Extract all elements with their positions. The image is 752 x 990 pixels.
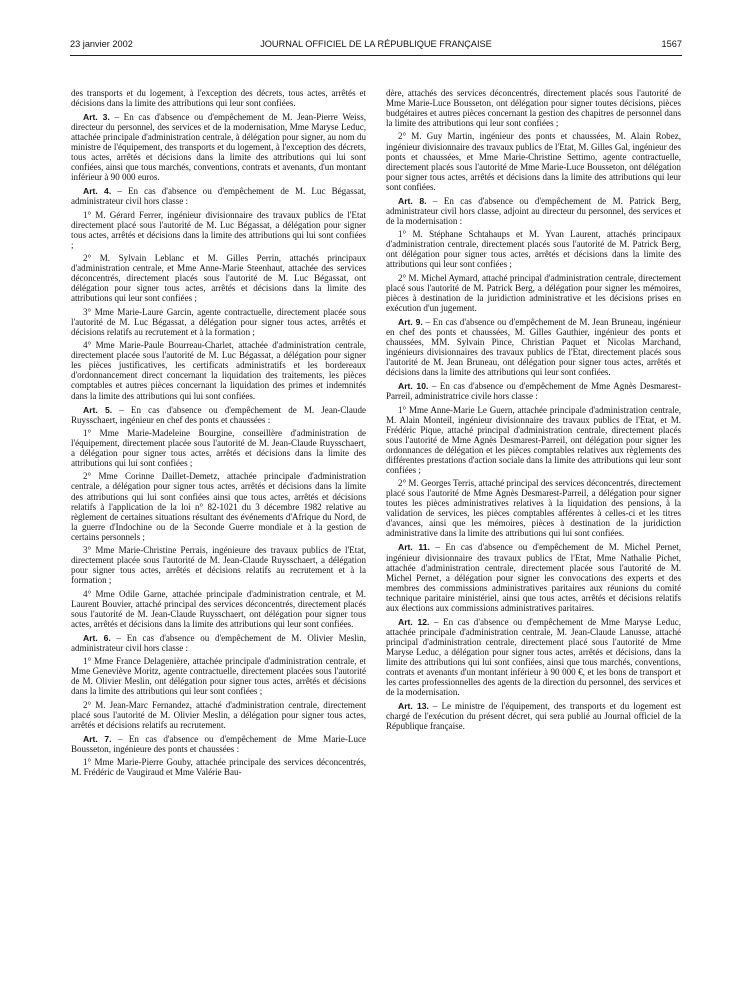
header-date: 23 janvier 2002 bbox=[70, 39, 133, 49]
header-rule bbox=[70, 55, 682, 56]
body-paragraph bbox=[71, 589, 366, 629]
journal-title: JOURNAL OFFICIEL DE LA RÉPUBLIQUE FRANÇAISE bbox=[260, 39, 492, 49]
paragraph-text: – En cas d'absence ou d'empêchement de M. Patrick Berg, administrateur civil hors classe, adjoint au directeur du personnel, des services et de la modernisation : bbox=[386, 195, 681, 226]
paragraph-text: – En cas d'absence ou d'empêchement de Mme Agnès Desmarest-Parreil, administratrice civile hors classe : bbox=[386, 381, 681, 402]
article-paragraph bbox=[71, 112, 366, 182]
paragraph-text: 3° Mme Marie-Christine Perrais, ingénieure des travaux publics de l'Etat, directement placée sous l'autorité de M. Jean-Claude Ruysschaert, a délégation pour signer tous actes, arrêtés et décisions relatifs au recrutement et à la formation ; bbox=[71, 545, 366, 586]
paragraph-text: – En cas d'absence ou d'empêchement de M. Michel Pernet, ingénieur divisionnaire des travaux publics de l'Etat, Mme Nathalie Pichet, attachée d'administration centrale, directement placée sous l'autorité de M. Michel Pernet, a délégation pour signer les convocations des experts et des membres des commissions administratives paritaires aux réunions du comité technique paritaire ministériel, ainsi que tous actes, arrêtés et décisions relatifs aux élections aux commissions administratives paritaires. bbox=[386, 542, 681, 613]
article-label: Art. 4. bbox=[83, 186, 112, 197]
body-paragraph bbox=[386, 273, 681, 313]
article-label: Art. 12. bbox=[398, 616, 430, 627]
paragraph-text: 2° M. Sylvain Leblanc et M. Gilles Perrin, attachés principaux d'administration centrale, et Mme Anne-Marie Steenhaut, attachée des services déconcentrés, directement placés sous l'autorité de M. Luc Bégassat, ont délégation pour signer tous actes, arrêtés et décisions dans la limite des attributions qui leur sont confiées ; bbox=[71, 253, 366, 304]
article-paragraph bbox=[71, 734, 366, 754]
paragraph-text: – En cas d'absence ou d'empêchement de M. Jean Bruneau, ingénieur en chef des ponts et chaussées, M. Gilles Gauthier, ingénieur des ponts et chaussées, MM. Sylvain Pince, Christian Paquet et Nicolas Marchand, ingénieurs divisionnaires des travaux publics de l'Etat, directement placés sous l'autorité de M. Jean Bruneau, ont délégation pour signer tous actes, arrêtés et décisions dans la limite des attributions qui leur sont confiées. bbox=[386, 316, 681, 378]
body-paragraph bbox=[71, 307, 366, 337]
paragraph-text: des transports et du logement, à l'exception des décrets, tous actes, arrêtés et décisions dans la limite des attributions qui leur sont confiées. bbox=[71, 88, 366, 109]
page-header bbox=[70, 39, 682, 53]
body-paragraph bbox=[386, 88, 681, 128]
paragraph-text: – En cas d'absence ou d'empêchement de M. Jean-Claude Ruysschaert, ingénieur en chef des ponts et chaussées : bbox=[71, 404, 366, 425]
body-paragraph bbox=[71, 210, 366, 250]
article-label: Art. 5. bbox=[83, 404, 113, 415]
article-label: Art. 10. bbox=[398, 381, 429, 392]
body-paragraph bbox=[71, 656, 366, 696]
article-label: Art. 11. bbox=[398, 542, 430, 553]
article-paragraph bbox=[71, 405, 366, 425]
paragraph-text: 2° M. Michel Aymard, attaché principal d'administration centrale, directement placé sous l'autorité de M. Patrick Berg, a délégation pour signer les mémoires, pièces à destination de la juridiction administrative et les décisions prises en exécution d'un jugement. bbox=[386, 272, 681, 313]
body-paragraph bbox=[71, 88, 366, 108]
paragraph-text: – En cas d'absence ou d'empêchement de M. Olivier Meslin, administrateur civil hors classe : bbox=[71, 632, 366, 653]
article-paragraph bbox=[71, 186, 366, 206]
article-paragraph bbox=[386, 701, 681, 731]
paragraph-text: – Le ministre de l'équipement, des transports et du logement est chargé de l'exécution du présent décret, qui sera publié au Journal officiel de la République française. bbox=[386, 701, 681, 732]
article-label: Art. 3. bbox=[83, 112, 110, 123]
paragraph-text: 1° M. Stéphane Schtahaups et M. Yvan Laurent, attachés principaux d'administration centrale, directement placés sous l'autorité de M. Patrick Berg, ont délégation pour signer tous actes, arrêtés et décisions dans la limite des attributions qui leur sont confiées ; bbox=[386, 229, 681, 270]
paragraph-text: 2° M. Guy Martin, ingénieur des ponts et chaussées, M. Alain Robez, ingénieur divisionnaire des travaux publics de l'Etat, M. Gilles Gal, ingénieur des ponts et chaussées, et Mme Marie-Christine Settimo, agente contractuelle, directement placés sous l'autorité de Mme Marie-Luce Bousseton, ont délégation pour signer tous actes, arrêtés et décisions dans la limite des attributions qui leur sont confiées. bbox=[386, 131, 681, 192]
body-paragraph bbox=[71, 340, 366, 400]
article-paragraph bbox=[71, 633, 366, 653]
paragraph-text: – En cas d'absence ou d'empêchement de Mme Marie-Luce Bousseton, ingénieure des ponts et chaussées : bbox=[71, 733, 366, 754]
body-paragraph bbox=[386, 478, 681, 538]
paragraph-text: 1° Mme Marie-Madeleine Bourgine, conseillère d'administration de l'équipement, directement placée sous l'autorité de M. Jean-Claude Ruysschaert, a délégation pour signer tous actes, arrêtés et décisions dans la limite des attributions qui lui sont confiées ; bbox=[71, 427, 366, 469]
article-label: Art. 7. bbox=[83, 733, 112, 744]
paragraph-text: 2° M. Georges Terris, attaché principal des services déconcentrés, directement placé sous l'autorité de Mme Agnès Desmarest-Parreil, a délégation pour signer toutes les pièces administratives relatives à la liquidation des pensions, à la validation de services, les pièces comptables afférentes à celles-ci et les titres d'avances, ainsi que les mémoires, pièces à destination de la juridiction administrative dans la limite des attributions qui lui sont confiées. bbox=[386, 478, 681, 539]
paragraph-text: 1° M. Gérard Ferrer, ingénieur divisionnaire des travaux publics de l'Etat directement placé sous l'autorité de M. Luc Bégassat, a délégation pour signer tous actes, arrêtés et décisions dans la limite des attributions qui lui sont confiées ; bbox=[71, 209, 366, 250]
paragraph-text: 1° Mme Marie-Pierre Gouby, attachée principale des services déconcentrés, M. Frédéric de Vaugiraud et Mme Valérie Bau- bbox=[71, 757, 366, 778]
paragraph-text: 1° Mme France Delagenière, attachée principale d'administration centrale, et Mme Geneviève Moritz, agente contractuelle, directement placées sous l'autorité de M. Olivier Meslin, ont délégation pour signer tous actes, arrêtés et décisions dans la limite des attributions qui leur sont confiées ; bbox=[71, 656, 366, 697]
body-paragraph bbox=[71, 428, 366, 468]
article-paragraph bbox=[386, 196, 681, 226]
paragraph-text: – En cas d'absence ou d'empêchement de Mme Maryse Leduc, attachée principale d'administration centrale, M. Jean-Claude Lanusse, attaché principal d'administration centrale, directement placé sous l'autorité de Mme Maryse Leduc, a délégation pour signer tous actes, arrêtés et décisions, dans la limite des attributions qui lui sont confiées, ainsi que tous marchés, conventions, contrats et avenants d'un montant inférieur à 90 000 €, et les bons de transport et les cartes professionnelles des agents de la direction du personnel, des services et de la modernisation. bbox=[386, 616, 681, 698]
body-paragraph bbox=[71, 253, 366, 303]
body-paragraph bbox=[71, 545, 366, 585]
article-paragraph bbox=[386, 617, 681, 697]
article-paragraph bbox=[386, 542, 681, 612]
paragraph-text: 1° Mme Anne-Marie Le Guern, attachée principale d'administration centrale, M. Alain Monteil, ingénieur divisionnaire des travaux publics de l'Etat, et M. Frédéric Pique, attaché principal d'administration centrale, directement placés sous l'autorité de Mme Agnès Desmarest-Parreil, ont délégation pour signer les ordonnances de délégation et les pièces comptables relatives aux règlements des différentes prestations d'action sociale dans la limite des attributions qui leur sont confiées ; bbox=[386, 404, 681, 475]
paragraph-text: – En cas d'absence ou d'empêchement de M. Luc Bégassat, administrateur civil hors classe : bbox=[71, 186, 367, 207]
body-paragraph bbox=[71, 471, 366, 541]
body-paragraph bbox=[386, 405, 681, 475]
body-paragraph bbox=[386, 131, 681, 191]
article-label: Art. 6. bbox=[83, 632, 111, 643]
right-column bbox=[386, 88, 681, 735]
paragraph-text: dère, attachés des services déconcentrés, directement placés sous l'autorité de Mme Marie-Luce Bousseton, ont délégation pour signer toutes décisions, pièces budgétaires et autres pièces concernant la gestion des chapitres de personnel dans la limite des attributions qui leur sont confiées ; bbox=[386, 88, 681, 129]
paragraph-text: – En cas d'absence ou d'empêchement de M. Jean-Pierre Weiss, directeur du personnel, des services et de la modernisation, Mme Maryse Leduc, attachée principale d'administration centrale, à délégation pour signer, au nom du ministre de l'équipement, des transports et du logement, à l'exception des décrets, tous actes, arrêtés et décisions dans la limite des attributions qui lui sont confiées, ainsi que tous marchés, conventions, contrats et avenants, d'un montant inférieur à 90 000 euros. bbox=[71, 112, 366, 183]
body-paragraph bbox=[386, 229, 681, 269]
article-label: Art. 13. bbox=[398, 701, 429, 712]
paragraph-text: 4° Mme Marie-Paule Bourreau-Charlet, attachée d'administration centrale, directement placée sous l'autorité de M. Luc Bégassat, a délégation pour signer les pièces justificatives, les certificats administratifs et les bordereaux d'ordonnancement direct concernant la liquidation des traitements, les pièces comptables et autres pièces concernant la liquidation des primes et indemnités dans la limite des attributions qui lui sont confiées. bbox=[71, 340, 366, 401]
article-label: Art. 8. bbox=[398, 195, 427, 206]
body-paragraph bbox=[71, 757, 366, 777]
article-label: Art. 9. bbox=[398, 316, 423, 327]
body-paragraph bbox=[71, 700, 366, 730]
page-number: 1567 bbox=[661, 39, 682, 49]
paragraph-text: 2° Mme Corinne Daillet-Demetz, attachée principale d'administration centrale, a délégation pour signer tous actes, arrêtés et décisions dans la limite des attributions qui lui sont confiées ainsi que tous actes, arrêtés et décisions relatifs à l'application de la loi n° 82-1021 du 3 décembre 1982 relative au règlement de certaines situations résultant des événements d'Afrique du Nord, de la guerre d'Indochine ou de la Seconde Guerre mondiale et à la gestion de certains personnels ; bbox=[71, 471, 366, 542]
left-column bbox=[71, 88, 366, 781]
paragraph-text: 4° Mme Odile Garne, attachée principale d'administration centrale, et M. Laurent Bouvier, attaché principal des services déconcentrés, directement placés sous l'autorité de M. Jean-Claude Ruysschaert, ont délégation pour signer tous actes, arrêtés et décisions dans la limite des attributions qui leur sont confiées. bbox=[71, 588, 366, 629]
paragraph-text: 2° M. Jean-Marc Fernandez, attaché d'administration centrale, directement placé sous l'autorité de M. Olivier Meslin, a délégation pour signer tous actes, arrêtés et décisions relatifs au recrutement. bbox=[71, 699, 366, 730]
article-paragraph bbox=[386, 317, 681, 377]
paragraph-text: 3° Mme Marie-Laure Garcin, agente contractuelle, directement placée sous l'autorité de M. Luc Bégassat, a délégation pour signer tous actes, arrêtés et décisions relatifs au recrutement et à la formation ; bbox=[71, 306, 366, 337]
article-paragraph bbox=[386, 381, 681, 401]
